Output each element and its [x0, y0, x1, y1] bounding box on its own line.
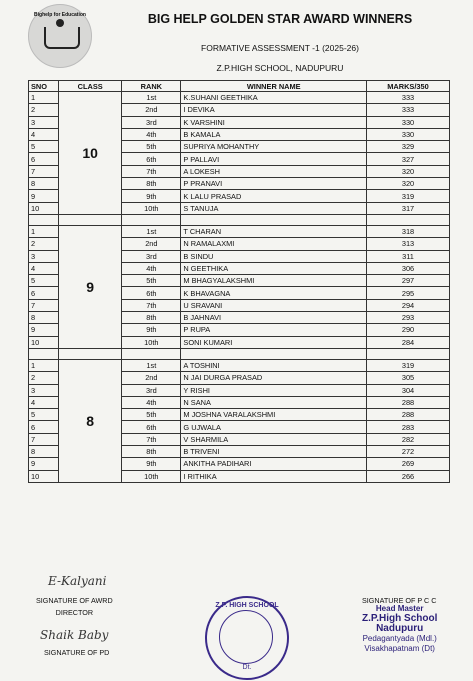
winner-name-cell: K VARSHINI [181, 116, 367, 128]
sno-cell: 6 [29, 421, 59, 433]
rank-cell: 5th [122, 409, 181, 421]
pcc-signature-label: SIGNATURE OF P C C [362, 596, 437, 605]
head-master-stamp [362, 604, 437, 654]
winner-name-cell: U SRAVANI [181, 299, 367, 311]
school-name: Z.P.HIGH SCHOOL, NADUPURU [216, 63, 344, 73]
marks-cell: 297 [367, 275, 450, 287]
sno-cell: 4 [29, 262, 59, 274]
rank-cell: 2nd [122, 372, 181, 384]
table-row [29, 92, 450, 104]
header-sno: SNO [29, 81, 59, 92]
rank-cell: 1st [122, 92, 181, 104]
header-marks: MARKS/350 [367, 81, 450, 92]
rank-cell: 3rd [122, 384, 181, 396]
marks-cell: 330 [367, 128, 450, 140]
marks-cell: 284 [367, 336, 450, 348]
sno-cell: 7 [29, 165, 59, 177]
rank-cell: 8th [122, 312, 181, 324]
winner-name-cell: V SHARMILA [181, 433, 367, 445]
marks-cell: 329 [367, 141, 450, 153]
separator-cell [181, 348, 367, 359]
winner-name-cell: P PALLAVI [181, 153, 367, 165]
sno-cell: 7 [29, 433, 59, 445]
group-separator-row [29, 214, 450, 225]
hm-title: Head Master [375, 604, 424, 613]
director-signature-mark: E-Kalyani [48, 574, 107, 588]
rank-cell: 6th [122, 153, 181, 165]
marks-cell: 320 [367, 178, 450, 190]
winner-name-cell: SUPRIYA MOHANTHY [181, 141, 367, 153]
rank-cell: 1st [122, 359, 181, 371]
page-title: BIG HELP GOLDEN STAR AWARD WINNERS [147, 12, 413, 26]
director-signature-label [36, 596, 113, 617]
marks-cell: 288 [367, 409, 450, 421]
class-cell: 10 [59, 92, 122, 215]
marks-cell: 319 [367, 190, 450, 202]
marks-cell: 317 [367, 202, 450, 214]
rank-cell: 4th [122, 262, 181, 274]
marks-cell: 318 [367, 225, 450, 237]
separator-cell [59, 214, 122, 225]
rank-cell: 7th [122, 433, 181, 445]
winner-name-cell: G UJWALA [181, 421, 367, 433]
logo-text: Bighelp for Education [34, 12, 86, 18]
winner-name-cell: I RITHIKA [181, 470, 367, 482]
separator-cell [29, 348, 59, 359]
book-icon [44, 27, 80, 49]
rank-cell: 10th [122, 336, 181, 348]
assessment-subtitle: FORMATIVE ASSESSMENT -1 (2025-26) [201, 43, 359, 53]
rank-cell: 7th [122, 165, 181, 177]
sno-cell: 5 [29, 275, 59, 287]
sno-cell: 1 [29, 359, 59, 371]
marks-cell: 295 [367, 287, 450, 299]
marks-cell: 293 [367, 312, 450, 324]
winner-name-cell: I DEVIKA [181, 104, 367, 116]
class-cell: 8 [59, 359, 122, 482]
rank-cell: 10th [122, 470, 181, 482]
sno-cell: 8 [29, 312, 59, 324]
rank-cell: 3rd [122, 116, 181, 128]
sno-cell: 7 [29, 299, 59, 311]
sno-cell: 9 [29, 458, 59, 470]
director-label-line2: DIRECTOR [55, 608, 94, 617]
table-body [29, 92, 450, 483]
rank-cell: 9th [122, 458, 181, 470]
marks-cell: 294 [367, 299, 450, 311]
sno-cell: 5 [29, 141, 59, 153]
winner-name-cell: B JAHNAVI [181, 312, 367, 324]
marks-cell: 319 [367, 359, 450, 371]
marks-cell: 282 [367, 433, 450, 445]
marks-cell: 333 [367, 92, 450, 104]
sno-cell: 10 [29, 202, 59, 214]
sno-cell: 9 [29, 324, 59, 336]
sno-cell: 4 [29, 128, 59, 140]
hm-school: Z.P.High School [362, 613, 438, 624]
rank-cell: 4th [122, 396, 181, 408]
marks-cell: 330 [367, 116, 450, 128]
class-cell: 9 [59, 225, 122, 348]
winner-name-cell: K BHAVAGNA [181, 287, 367, 299]
separator-cell [122, 214, 181, 225]
marks-cell: 320 [367, 165, 450, 177]
winner-name-cell: N RAMALAXMI [181, 238, 367, 250]
rank-cell: 8th [122, 178, 181, 190]
sno-cell: 5 [29, 409, 59, 421]
table-row [29, 225, 450, 237]
hm-place: Nadupuru [376, 623, 424, 634]
winner-name-cell: K.SUHANI GEETHIKA [181, 92, 367, 104]
marks-cell: 272 [367, 446, 450, 458]
header-winner-name: WINNER NAME [181, 81, 367, 92]
winner-name-cell: ANKITHA PADIHARI [181, 458, 367, 470]
winner-name-cell: S TANUJA [181, 202, 367, 214]
marks-cell: 311 [367, 250, 450, 262]
header-rank: RANK [122, 81, 181, 92]
hm-mandal: Pedagantyada (Mdl.) [362, 634, 437, 643]
rank-cell: 5th [122, 141, 181, 153]
separator-cell [29, 214, 59, 225]
winner-name-cell: B SINDU [181, 250, 367, 262]
marks-cell: 283 [367, 421, 450, 433]
hm-district: Visakhapatnam (Dt) [364, 644, 435, 653]
stamp-top-text: Z.P. HIGH SCHOOL [215, 602, 279, 609]
separator-cell [59, 348, 122, 359]
winner-name-cell: P PRANAVI [181, 178, 367, 190]
marks-cell: 333 [367, 104, 450, 116]
rank-cell: 5th [122, 275, 181, 287]
winner-name-cell: A TOSHINI [181, 359, 367, 371]
separator-cell [181, 214, 367, 225]
rank-cell: 1st [122, 225, 181, 237]
sno-cell: 2 [29, 372, 59, 384]
sno-cell: 10 [29, 470, 59, 482]
winner-name-cell: A LOKESH [181, 165, 367, 177]
winner-name-cell: P RUPA [181, 324, 367, 336]
winner-name-cell: SONI KUMARI [181, 336, 367, 348]
sno-cell: 9 [29, 190, 59, 202]
pd-signature-label: SIGNATURE OF PD [44, 648, 110, 657]
marks-cell: 290 [367, 324, 450, 336]
winner-name-cell: T CHARAN [181, 225, 367, 237]
winner-name-cell: N JAI DURGA PRASAD [181, 372, 367, 384]
sno-cell: 10 [29, 336, 59, 348]
sno-cell: 8 [29, 446, 59, 458]
marks-cell: 304 [367, 384, 450, 396]
rank-cell: 8th [122, 446, 181, 458]
rank-cell: 2nd [122, 104, 181, 116]
group-separator-row [29, 348, 450, 359]
winner-name-cell: Y RISHI [181, 384, 367, 396]
marks-cell: 313 [367, 238, 450, 250]
marks-cell: 327 [367, 153, 450, 165]
table-row [29, 359, 450, 371]
pd-signature-mark: Shaik Baby [40, 628, 109, 642]
winner-name-cell: M JOSHNA VARALAKSHMI [181, 409, 367, 421]
winner-name-cell: N SANA [181, 396, 367, 408]
rank-cell: 10th [122, 202, 181, 214]
person-icon [56, 19, 64, 27]
rank-cell: 6th [122, 287, 181, 299]
winner-name-cell: B TRIVENI [181, 446, 367, 458]
sno-cell: 3 [29, 250, 59, 262]
marks-cell: 306 [367, 262, 450, 274]
director-label-line1: SIGNATURE OF AWRD [36, 596, 113, 605]
separator-cell [122, 348, 181, 359]
rank-cell: 9th [122, 190, 181, 202]
pd-signature [40, 628, 108, 642]
sno-cell: 1 [29, 225, 59, 237]
sno-cell: 6 [29, 153, 59, 165]
sno-cell: 6 [29, 287, 59, 299]
school-stamp [205, 596, 289, 680]
rank-cell: 4th [122, 128, 181, 140]
rank-cell: 7th [122, 299, 181, 311]
stamp-inner-ring [219, 610, 273, 664]
organization-logo [28, 4, 92, 68]
rank-cell: 6th [122, 421, 181, 433]
marks-cell: 269 [367, 458, 450, 470]
sno-cell: 1 [29, 92, 59, 104]
winner-name-cell: N GEETHIKA [181, 262, 367, 274]
header-class: CLASS [59, 81, 122, 92]
sno-cell: 2 [29, 104, 59, 116]
winner-name-cell: B KAMALA [181, 128, 367, 140]
winner-name-cell: M BHAGYALAKSHMI [181, 275, 367, 287]
marks-cell: 305 [367, 372, 450, 384]
marks-cell: 288 [367, 396, 450, 408]
separator-cell [367, 214, 450, 225]
rank-cell: 3rd [122, 250, 181, 262]
winners-table [28, 80, 450, 483]
director-signature [48, 574, 107, 588]
marks-cell: 266 [367, 470, 450, 482]
table-header-row [29, 81, 450, 92]
sno-cell: 8 [29, 178, 59, 190]
separator-cell [367, 348, 450, 359]
sno-cell: 3 [29, 116, 59, 128]
sno-cell: 2 [29, 238, 59, 250]
sno-cell: 3 [29, 384, 59, 396]
stamp-bottom-text: Dt. [242, 664, 252, 671]
sno-cell: 4 [29, 396, 59, 408]
winner-name-cell: K LALU PRASAD [181, 190, 367, 202]
rank-cell: 2nd [122, 238, 181, 250]
rank-cell: 9th [122, 324, 181, 336]
